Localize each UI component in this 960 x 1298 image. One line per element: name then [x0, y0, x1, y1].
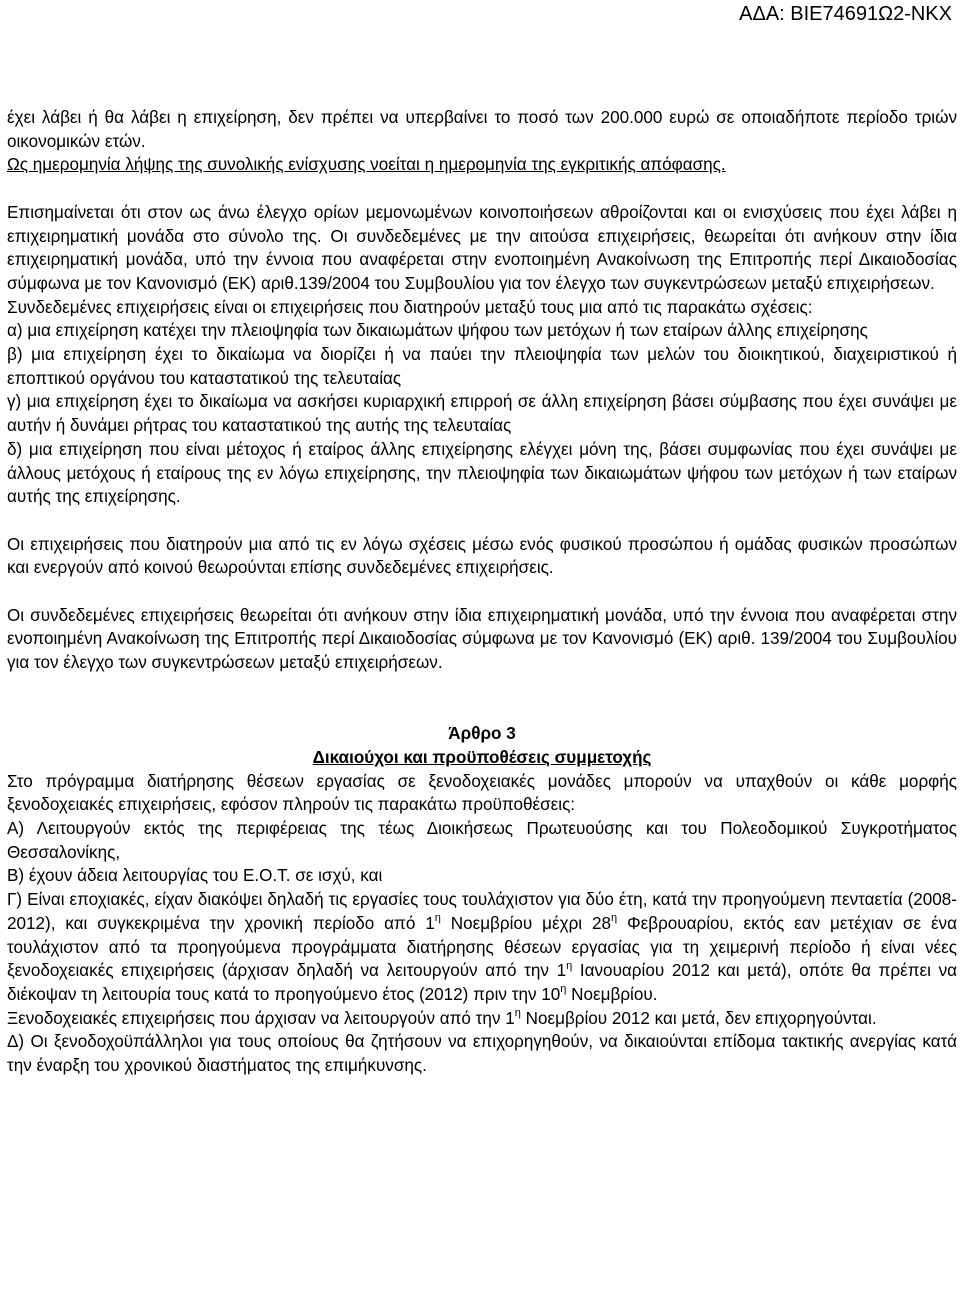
paragraph-aid-date: Ως ημερομηνία λήψης της συνολικής ενίσχυσης νοείται η ημερομηνία της εγκριτικής απόφασης. — [7, 155, 726, 175]
paragraph-cumulation-note: Επισημαίνεται ότι στον ως άνω έλεγχο ορίων μεμονωμένων κοινοποιήσεων αθροίζονται και οι ενισχύσεις που έχει λάβει η επιχειρηματική μονάδα στο σύνολο της. Οι συνδεδεμένες με την αιτούσα επιχειρήσεις, θεωρείται ότι ανήκουν στην ίδια επιχειρηματική μονάδα, υπό την έννοια που αναφέρεται στην ενοποιημένη Ανακοίνωση της Επιτροπής περί Δικαιοδοσίας σύμφωνα με τον Κανονισμό (ΕΚ) αριθ.139/2004 του Συμβουλίου για τον έλεγχο των συγκεντρώσεων μεταξύ επιχειρήσεων. — [7, 202, 957, 293]
condition-g: Γ) Είναι εποχιακές, είχαν διακόψει δηλαδή τις εργασίες τους τουλάχιστον για δύο έτη, κατά την προηγούμενη πενταετία (2008-2012), και συγκεκριμένα την χρονική περίοδο από $1^\eta$ Νοεμβρίου μέχρι $28^\eta$ Φεβρουαρίου, εκτός εαν μετέχιαν σε ένα τουλάχιστον από τα προηγούμενα προγράμματα διατήρησης θέσεων εργασίας για τη χειμερινή περίοδο ή είναι νέες ξενοδοχειακές επιχειρήσεις (άρχισαν δηλαδή να λειτουργούν από την $1^\eta$ Ιανουαρίου 2012 και μετά), οπότε θα πρέπει να διέκοψαν τη λειτουρία τους κατά το προηγούμενο έτος (2012) πριν την $10^\eta$ Νοεμβρίου. — [7, 890, 958, 1004]
paragraph-natural-persons: Οι επιχειρήσεις που διατηρούν μια από τις εν λόγω σχέσεις μέσω ενός φυσικού προσώπου ή ομάδας φυσικών προσώπων και ενεργούν από κοινού θεωρούνται επίσης συνδεδεμένες επιχειρήσεις. — [7, 534, 957, 578]
paragraph-linked-definition: Συνδεδεμένες επιχειρήσεις είναι οι επιχειρήσεις που διατηρούν μεταξύ τους μια από τις παρακάτω σχέσεις: — [7, 297, 813, 317]
paragraph-same-undertaking: Οι συνδεδεμένες επιχειρήσεις θεωρείται ότι ανήκουν στην ίδια επιχειρηματική μονάδα, υπό την έννοια που αναφέρεται στην ενοποιημένη Ανακοίνωση της Επιτροπής περί Δικαιοδοσίας σύμφωνα με τον Κανονισμό (ΕΚ) αριθ. 139/2004 του Συμβουλίου για τον έλεγχο των συγκεντρώσεων μεταξύ επιχειρήσεων. — [7, 605, 957, 673]
article-title: Δικαιούχοι και προϋποθέσεις συμμετοχής — [312, 747, 652, 767]
article-number: Άρθρο 3 — [448, 724, 516, 744]
paragraph-aid-limit: έχει λάβει ή θα λάβει η επιχείρηση, δεν πρέπει να υπερβαίνει το ποσό των 200.000 ευρώ σε οποιαδήποτε περίοδο τριών οικονομικών ετών. — [7, 108, 957, 151]
condition-d: Δ) Οι ξενοδοχοϋπάλληλοι για τους οποίους θα ζητήσουν να επιχορηγηθούν, να δικαιούνται επίδομα τακτικής ανεργίας κατά την έναρξη του χρονικού διαστήματος της επιμήκυνσης. — [7, 1032, 957, 1076]
spacer — [7, 699, 957, 723]
paragraph-new-businesses: Ξενοδοχειακές επιχειρήσεις που άρχισαν να λειτουργούν από την $1^\eta$ Νοεμβρίου 2012 και μετά, δεν επιχορηγούνται. — [7, 1006, 877, 1028]
document-body — [7, 106, 957, 1078]
condition-b: Β) έχουν άδεια λειτουργίας του Ε.Ο.Τ. σε ισχύ, και — [7, 866, 383, 886]
relation-item-c: γ) μια επιχείρηση έχει το δικαίωμα να ασκήσει κυριαρχική επιρροή σε άλλη επιχείρηση βάσει σύμβασης που έχει συνάψει με αυτήν ή δυνάμει ρήτρας του καταστατικού της αυτής της τελευταίας — [7, 392, 957, 436]
condition-a: Α) Λειτουργούν εκτός της περιφέρειας της τέως Διοικήσεως Πρωτευούσης και του Πολεοδομικού Συγκροτήματος Θεσσαλονίκης, — [7, 819, 957, 862]
relation-item-b: β) μια επιχείρηση έχει το δικαίωμα να διορίζει ή να παύει την πλειοψηφία των μελών του διοικητικού, διαχειριστικού ή εποπτικού οργάνου του καταστατικού της τελευταίας — [7, 345, 957, 388]
spacer — [7, 509, 957, 533]
article-lead: Στο πρόγραμμα διατήρησης θέσεων εργασίας σε ξενοδοχειακές μονάδες μπορούν να υπαχθούν οι κάθε μορφής ξενοδοχειακές επιχειρήσεις, εφόσον πληρούν τις παρακάτω προϋποθέσεις: — [7, 771, 957, 815]
relation-item-a: α) μια επιχείρηση κατέχει την πλειοψηφία των δικαιωμάτων ψήφου των μετόχων ή των εταίρων άλλης επιχείρησης — [7, 321, 868, 341]
relation-item-d: δ) μια επιχείρηση που είναι μέτοχος ή εταίρος άλλης επιχείρησης ελέγχει μόνη της, βάσει συμφωνίας που έχει συνάψει με άλλους μετόχους ή εταίρους της εν λόγω επιχείρησης, την πλειοψηφία των δικαιωμάτων ψήφου των μετόχων ή των εταίρων αυτής της επιχείρησης. — [7, 439, 957, 507]
spacer — [7, 675, 957, 699]
spacer — [7, 177, 957, 201]
ada-number: ΑΔΑ: ΒΙΕ74691Ω2-ΝΚΧ — [739, 3, 952, 25]
spacer — [7, 580, 957, 604]
